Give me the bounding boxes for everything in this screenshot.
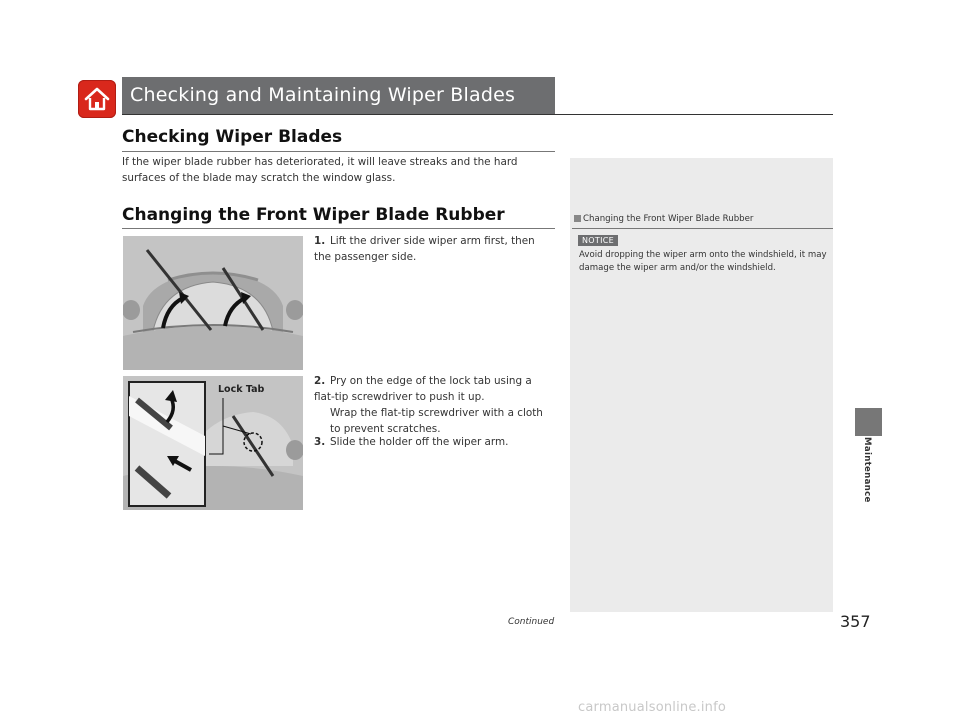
note-title-text: Changing the Front Wiper Blade Rubber — [583, 214, 754, 224]
chapter-side-label-text: Maintenance — [862, 437, 872, 503]
section-heading-changing: Changing the Front Wiper Blade Rubber — [122, 205, 505, 225]
note-text: Avoid dropping the wiper arm onto the windshield, it may damage the wiper arm and/or the windshield. — [579, 250, 827, 273]
section-heading-checking: Checking Wiper Blades — [122, 127, 343, 147]
note-panel — [570, 158, 833, 612]
continued-label: Continued — [508, 617, 555, 627]
step-text: Slide the holder off the wiper arm. — [330, 436, 509, 448]
step-number: 2. — [314, 375, 326, 387]
step-1 — [314, 233, 554, 265]
watermark: carmanualsonline.info — [578, 700, 727, 715]
note-divider — [572, 228, 833, 229]
chapter-side-label — [862, 437, 876, 517]
step-number: 3. — [314, 436, 326, 448]
step-extra-text: Wrap the flat-tip screwdriver with a cloth to prevent scratches. — [330, 407, 543, 435]
chapter-side-tab[interactable] — [855, 408, 882, 436]
step-text: Pry on the edge of the lock tab using a flat-tip screwdriver to push it up. — [314, 375, 532, 403]
figure-lift-wiper-arms — [123, 236, 303, 370]
chapter-title: Checking and Maintaining Wiper Blades — [130, 84, 516, 106]
bookmark-icon — [574, 215, 581, 222]
notice-badge: NOTICE — [578, 235, 618, 246]
step-text: Lift the driver side wiper arm first, then the passenger side. — [314, 235, 535, 263]
home-icon[interactable] — [78, 80, 116, 118]
step-2 — [314, 373, 554, 437]
note-title — [574, 214, 753, 224]
lock-tab-label: Lock Tab — [218, 384, 265, 395]
figure-lock-tab — [123, 376, 303, 510]
step-number: 1. — [314, 235, 326, 247]
chapter-title-bar — [122, 77, 555, 115]
step-3 — [314, 434, 554, 450]
section-intro-text: If the wiper blade rubber has deteriorated, it will leave streaks and the hard surfaces of the blade may scratch the window glass. — [122, 156, 518, 184]
page-number: 357 — [840, 612, 871, 631]
section-divider — [122, 228, 555, 229]
title-divider — [122, 114, 833, 115]
section-divider — [122, 151, 555, 152]
